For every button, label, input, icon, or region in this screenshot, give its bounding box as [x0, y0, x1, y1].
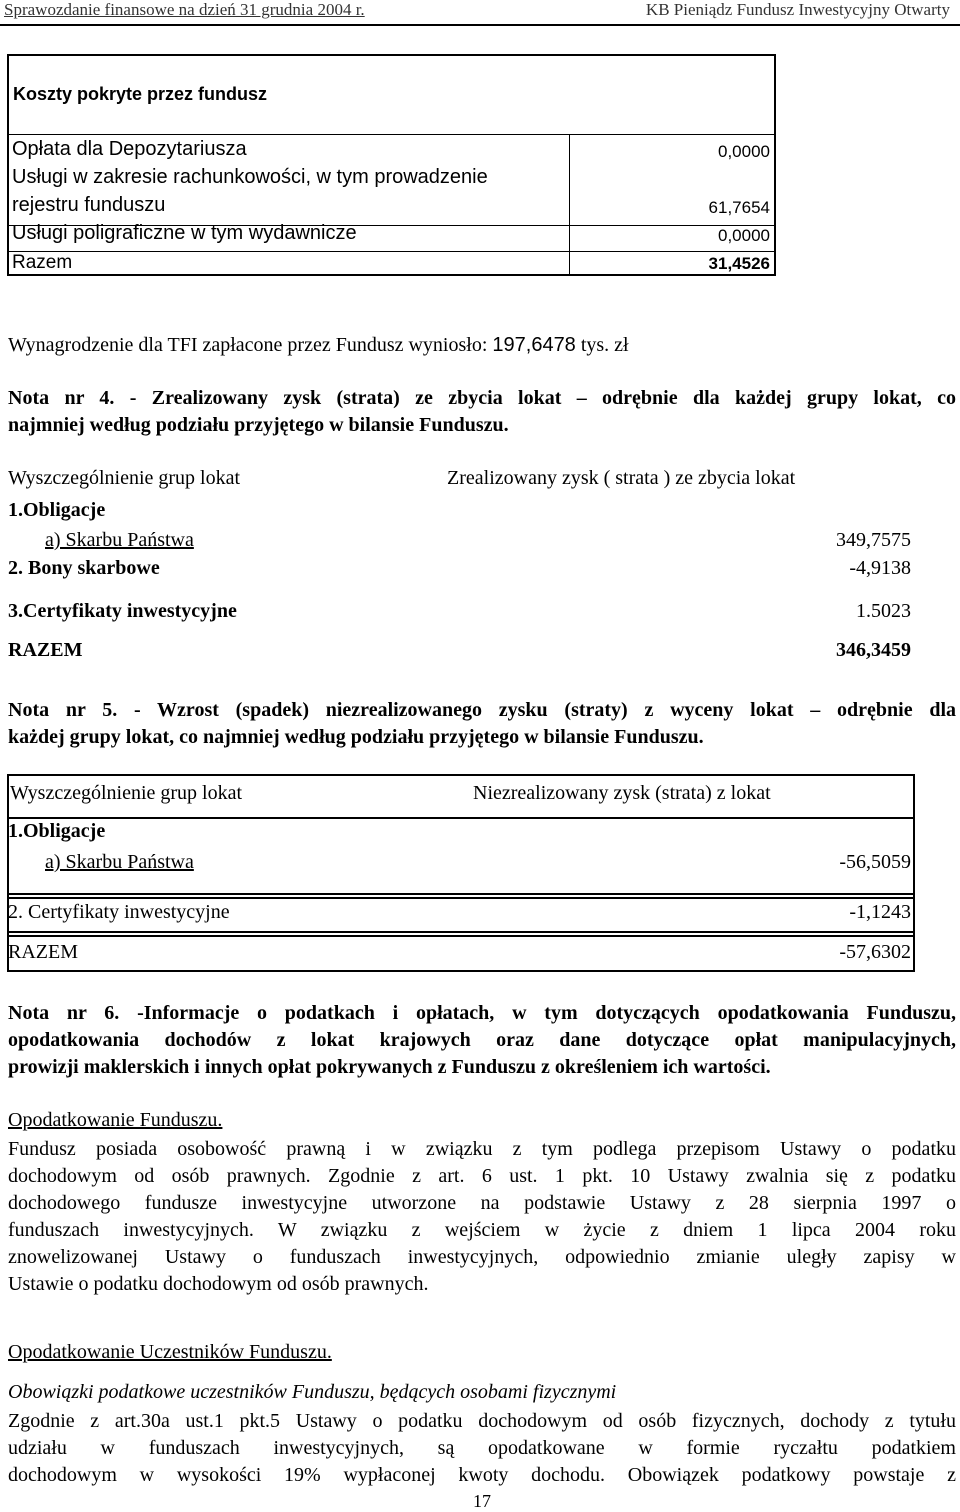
nota4-group-bonds: 1.Obligacje — [8, 499, 106, 521]
cost-row-label: Usługi poligraficzne w tym wydawnicze — [12, 222, 357, 244]
nota5-heading: Nota nr 5. - Wzrost (spadek) niezrealizowanego zysku (straty) z wyceny lokat – odrębnie dla każdej grupy lokat, co najmniej według podziału przyjętego w bilansie Funduszu. — [8, 699, 956, 748]
nota5-table-divider — [9, 931, 913, 937]
nota4-row-value: -4,9138 — [849, 557, 911, 579]
nota5-table-divider — [9, 893, 913, 899]
nota4-total-label: RAZEM — [8, 639, 83, 661]
nota4-row-label: a) Skarbu Państwa — [45, 529, 194, 551]
header-right: KB Pieniądz Fundusz Inwestycyjny Otwarty — [645, 0, 950, 19]
cost-total-value: 31,4526 — [708, 254, 770, 273]
cost-row-value: 0,0000 — [718, 142, 770, 161]
nota4-col2-header: Zrealizowany zysk ( strata ) ze zbycia lokat — [447, 467, 796, 489]
costs-table-row-divider — [9, 251, 774, 252]
nota5-row-label: 2. Certyfikaty inwestycyjne — [8, 901, 230, 923]
tax-fund-paragraph: Fundusz posiada osobowość prawną i w związku z tym podlega przepisom Ustawy o podatku dochodowym od osób prawnych. Zgodnie z art. 6 ust. 1 pkt. 10 Ustawy zwalnia się z podatku dochodowego fundusze inwestycyjne utworzone na podstawie Ustawy z 28 sierpnia 1997 o funduszach inwestycyjnych. W związku z wejściem w życie z dniem 1 lipca 2004 roku znowelizowanej Ustawy o funduszach inwestycyjnych, odpowiednio zmianie uległy zapisy w Ustawie o podatku dochodowym od osób prawnych. — [8, 1138, 956, 1295]
nota5-total-value: -57,6302 — [839, 941, 911, 963]
tax-fund-heading: Opodatkowanie Funduszu. — [8, 1109, 223, 1131]
nota5-table-divider — [9, 817, 913, 819]
nota5-total-label: RAZEM — [8, 941, 78, 963]
page-number: 17 — [473, 1491, 491, 1511]
nota4-row-label: 2. Bony skarbowe — [8, 557, 160, 579]
header-left: Sprawozdanie finansowe na dzień 31 grudnia 2004 r. — [4, 0, 365, 19]
cost-row-value: 61,7654 — [708, 198, 770, 217]
cost-row-label: rejestru funduszu — [12, 194, 166, 216]
nota4-total-value: 346,3459 — [836, 639, 911, 661]
costs-title: Koszty pokryte przez fundusz — [13, 84, 268, 104]
nota5-row-label: a) Skarbu Państwa — [45, 851, 194, 873]
tax-participants-paragraph: Zgodnie z art.30a ust.1 pkt.5 Ustawy o podatku dochodowym od osób fizycznych, dochody z tytułu udziału w funduszach inwestycyjnych, są opodatkowane w formie ryczałtu podatkiem dochodowym w wysokości 19% wypłaconej kwoty dochodu. Obowiązek podatkowy powstaje z — [8, 1410, 956, 1486]
nota4-row-value: 1.5023 — [856, 600, 911, 622]
nota5-row-value: -1,1243 — [849, 901, 911, 923]
nota5-col1-header: Wyszczególnienie grup lokat — [10, 782, 243, 804]
cost-row-label: Opłata dla Depozytariusza — [12, 138, 247, 160]
nota4-row-label: 3.Certyfikaty inwestycyjne — [8, 600, 237, 622]
cost-row-label: Usługi w zakresie rachunkowości, w tym prowadzenie — [12, 166, 488, 188]
costs-table-divider — [9, 134, 774, 135]
nota4-row-value: 349,7575 — [836, 529, 911, 551]
header-rule — [0, 24, 960, 26]
nota5-col2-header: Niezrealizowany zysk (strata) z lokat — [473, 782, 771, 804]
cost-row-value: 0,0000 — [718, 226, 770, 245]
nota5-group-bonds: 1.Obligacje — [8, 820, 106, 842]
remuneration-line: Wynagrodzenie dla TFI zapłacone przez Fundusz wyniosło: 197,6478 tys. zł — [8, 334, 629, 356]
tax-participants-heading: Opodatkowanie Uczestników Funduszu. — [8, 1341, 332, 1363]
nota5-row-value: -56,5059 — [839, 851, 911, 873]
nota4-col1-header: Wyszczególnienie grup lokat — [8, 467, 241, 489]
cost-total-label: Razem — [12, 252, 73, 273]
tax-participants-subheading: Obowiązki podatkowe uczestników Funduszu, będących osobami fizycznymi — [8, 1381, 617, 1403]
costs-table-column-divider — [569, 134, 570, 274]
nota4-heading: Nota nr 4. - Zrealizowany zysk (strata) ze zbycia lokat – odrębnie dla każdej grupy lokat, co najmniej według podziału przyjętego w bilansie Funduszu. — [8, 387, 956, 436]
nota6-heading: Nota nr 6. -Informacje o podatkach i opłatach, w tym dotyczących opodatkowania Funduszu, opodatkowania dochodów z lokat krajowych oraz dane dotyczące opłat manipulacyjnych, prowizji maklerskich i innych opłat pokrywanych z Funduszu z określeniem ich wartości. — [8, 1002, 956, 1078]
